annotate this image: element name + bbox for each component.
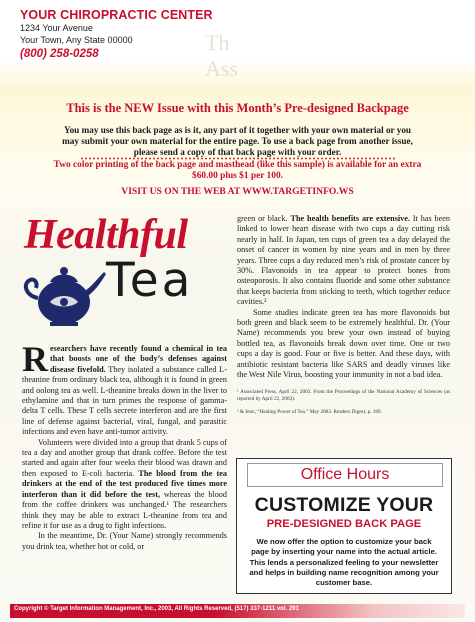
office-hours-box bbox=[236, 458, 452, 594]
banner-color-note: Two color printing of the back page and masthead (like this sample) is available for an extra $60.00 plus $1 per 100. bbox=[53, 160, 422, 181]
right-paragraph-1b: It has been linked to lower heart disease with two cups a day cutting risk nearly in half. In Japan, ten cups of green tea a day delayed the onset of cancer in women by nine years and in men by three years. Three cups a day reduced men’s risk of prostate cancer by 30%. Flavonoids in tea appear to protect bones from osteoporosis. It also contains fluoride and some other substance that keeps bacteria from sticking to teeth, which together reduce cavities.² bbox=[237, 214, 450, 307]
banner-website[interactable]: VISIT US ON THE WEB AT WWW.TARGETINFO.WS bbox=[121, 186, 354, 197]
article-paragraph-1: They isolated a substance called L-theanine from ordinary black tea, although it is found in green and oolong tea as well. L-theanine breaks down in the liver to ethylamine and that in turn primes the response of gamma-delta T cells. These T cells secrete interferon and are the first line of defense against bacterial, viral, fungal, and parasitic infections and even have anti-tumor activity. bbox=[22, 364, 227, 437]
teapot-icon bbox=[20, 258, 108, 330]
footnote-2: ² & Jenn, “Healing Power of Tea.” May 2003. Readers Digest, p. 189. bbox=[237, 408, 382, 415]
copyright-text: Copyright © Target Information Management, Inc., 2003, All Rights Reserved, (517) 337-1211 vol. 291 bbox=[14, 606, 299, 612]
customize-body: We now offer the option to customize your back page by inserting your name into the actual article. This lends a personalized feeling to your newsletter and helps in building name recognition among your customer base. bbox=[249, 537, 439, 588]
customize-subheadline: PRE-DESIGNED BACK PAGE bbox=[266, 518, 422, 530]
customize-headline: CUSTOMIZE YOUR bbox=[254, 494, 434, 516]
article-title-tea: Tea bbox=[106, 253, 194, 308]
footnote-1: ¹ Associated Press, April 22, 2003. From the Proceedings of the National Academy of Sciences (as reported by April 22, 2003). bbox=[237, 388, 450, 402]
article-paragraph-2b: whereas the blood from the coffee drinkers was unchanged.¹ The researchers think they may be able to extract L-theanine from tea and refine it for use as a drug to fight infections. bbox=[22, 489, 227, 530]
article-paragraph-2a: Volunteers were divided into a group that drank 5 cups of tea a day and another group that drank coffee. Before the test started and again after four weeks their blood was drawn and then exposed to E-coli bacteria. bbox=[22, 437, 227, 478]
article-lead: esearchers have recently found a chemical in tea that boosts one of the body’s defenses against disease fivefold. bbox=[50, 344, 227, 374]
office-hours-title: Office Hours bbox=[247, 463, 443, 487]
footer-bar bbox=[10, 604, 465, 618]
article-column-right bbox=[237, 214, 450, 422]
article-paragraph-3: In the meantime, Dr. (Your Name) strongly recommends you drink tea, whether hot or cold, or bbox=[22, 531, 227, 551]
drop-cap: R bbox=[22, 339, 48, 379]
right-paragraph-1-bold: The health benefits are extensive. bbox=[290, 214, 410, 223]
phone-number: (800) 258-0258 bbox=[20, 48, 99, 60]
banner-title: This is the NEW Issue with this Month’s Pre-designed Backpage bbox=[66, 101, 409, 115]
banner-body: You may use this back page as is it, any part of it together with your own material or you may submit your own material for the entire page. To use a back page from another issue, please send a copy of that back page with your order. bbox=[62, 125, 413, 157]
right-paragraph-1a: green or black. bbox=[237, 214, 291, 223]
center-name: YOUR CHIROPRACTIC CENTER bbox=[20, 8, 213, 22]
footnotes bbox=[237, 389, 450, 416]
address-line2: Your Town, Any State 00000 bbox=[20, 35, 133, 45]
article-title-healthful: Healthful bbox=[24, 212, 188, 258]
address-line1: 1234 Your Avenue bbox=[20, 23, 93, 33]
masthead bbox=[20, 8, 280, 60]
right-paragraph-2: Some studies indicate green tea has more flavonoids but both green and black seem to be extremely healthful. Dr. (Your Name) recommends you brew your own instead of buying bottled tea, as flavonoids break down over time. One or two cups a day is good. Four or five is better. And these days, with antibiotic resistant bacteria like SARS and deadly viruses like the West Nile Virus, boosting your immunity in not a bad idea. bbox=[237, 307, 450, 380]
article-column-left bbox=[22, 339, 227, 552]
background-ghost-text: Th Ass bbox=[205, 30, 239, 81]
article-paragraph-2-bold: The blood from the tea drinkers at the end of the test produced five times more interferon than it did before the test, bbox=[22, 468, 227, 499]
